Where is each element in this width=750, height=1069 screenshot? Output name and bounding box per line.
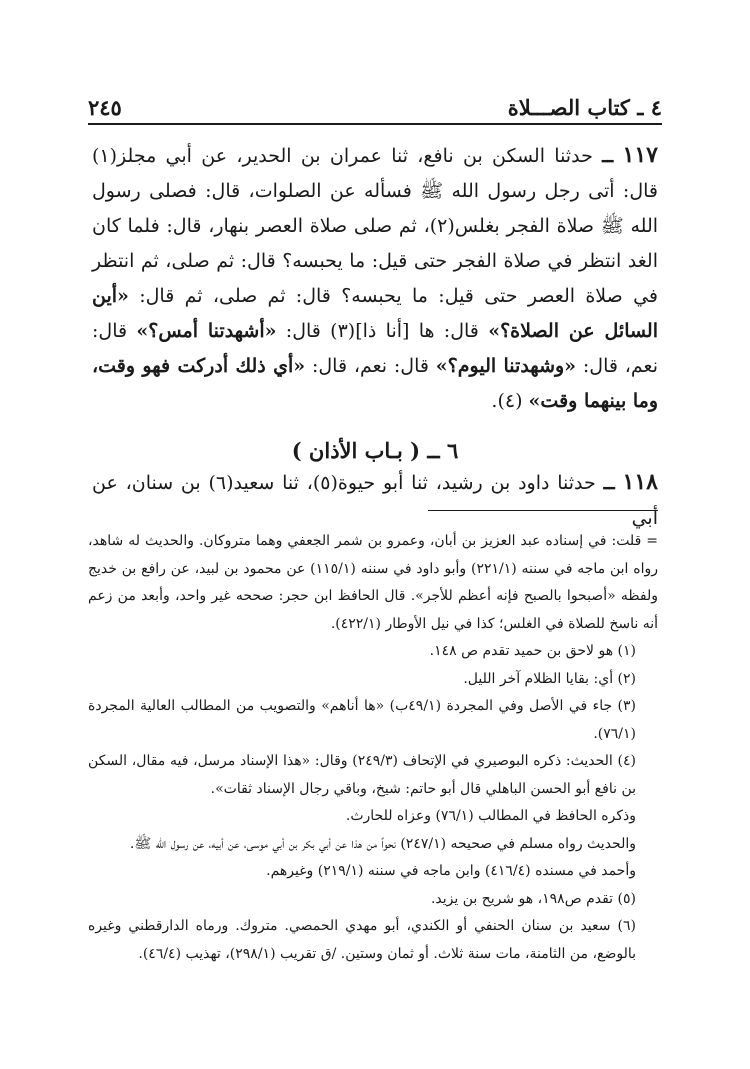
hadith-quote: «أشهدتنا أمس؟» [136, 320, 277, 342]
hadith-number: ١١٨ [622, 469, 658, 495]
hadith-text: حدثنا داود بن رشيد، ثنا أبو حيوة(٥)، ثنا سعيد(٦) بن سنان، عن أبي [92, 472, 658, 529]
footnote-4-cont: وأحمد في مسنده (٤١٦/٤) وابن ماجه في سننه (٢١٩/١) وغيرهم. [266, 863, 636, 879]
hadith-number: ١١٧ [622, 142, 658, 168]
running-title: ٤ ـ كتاب الصـــلاة [507, 95, 662, 120]
footnote-6: (٦) سعيد بن سنان الحنفي أو الكندي، أبو مهدي الحمصي. متروك. ورماه الدارقطني وغيره بالوضع، من الثامنة، مات سنة ثلاث. أو ثمان وستين. /ق تقريب (٢٩٨/١)، تهذيب (٤٦/٤). [88, 918, 636, 962]
footnote-5: (٥) تقدم ص١٩٨، هو شريح بن يزيد. [430, 890, 636, 907]
footnote-4: (٤) الحديث: ذكره البوصيري في الإتحاف (٢٤٩/٣) وقال: «هذا الإسناد مرسل، فيه مقال، السكن بن نافع أبو الحسن الباهلي قال أبو حاتم: شيخ، وباقي رجال الإسناد ثقات». [88, 753, 636, 797]
hadith-quote: «أي ذلك أدركت فهو وقت، وما بينهما وقت» [92, 355, 658, 412]
hadith-118 [92, 465, 658, 536]
hadith-text: حدثنا السكن بن نافع، ثنا عمران بن الحدير، عن أبي مجلز(١) قال: أتى رجل رسول الله ﷺ فسأله عن الصلوات، قال: فصلى رسول الله ﷺ صلاة الفجر بغلس(٢)، ثم صلى صلاة العصر بنهار، قال: فلما كان الغد انتظر في صلاة الفجر حتى قيل: ما يحبسه؟ قال: ثم صلى، ثم انتظر في صلاة العصر حتى قيل: ما يحبسه؟ قال: ثم صلى، ثم قال: [92, 145, 659, 307]
hadith-117 [92, 138, 658, 419]
footnote-4-cont: وذكره الحافظ في المطالب (٧٦/١) وعزاه للحارث. [345, 808, 636, 824]
footnote-rule [428, 510, 658, 511]
footnote-3: (٣) جاء في الأصل وفي المجردة (٤٩/١ب) «ها أناهم» والتصويب من المطالب العالية المجردة (٧٦/١). [88, 698, 637, 742]
hadith-quote: «وشهدتنا اليوم؟» [435, 355, 577, 377]
footnote-4-cont: والحديث رواه مسلم في صحيحه (٢٤٧/١) نحواً من هذا عن أبي بكر بن أبي موسى، عن أبيه، عن رسول الله ﷺ. [129, 835, 636, 852]
hadith-text: قال: نعم، قال: [92, 320, 658, 377]
hadith-dash: ــ [603, 472, 615, 494]
footnote-2: (٢) أي: بقايا الظلام آخر الليل. [463, 670, 636, 687]
page-number: ٢٤٥ [88, 95, 122, 120]
header-rule [88, 123, 662, 125]
hadith-text: قال: ها [أنا ذا](٣) قال: [285, 320, 479, 342]
footnote-continuation: = قلت: في إسناده عبد العزيز بن أبان، وعمرو بن شمر الجعفي وهما متروكان. والحديث له شاهد، رواه ابن ماجه في سننه (٢٢١/١) وأبو داود في سننه (١١٥/١) عن محمود بن لبيد، عن رافع بن خديج ولفظه «أصبحوا بالصبح فإنه أعظم للأجر». قال الحافظ ابن حجر: صححه غير واحد، وأبعد من زعم أنه ناسخ للصلاة في الغلس؛ كذا في نيل الأوطار (٤٢٢/١). [88, 533, 658, 632]
footnotes [88, 528, 658, 968]
hadith-dash: ــ [602, 145, 614, 167]
page-header [88, 86, 662, 120]
hadith-text: (٤). [491, 390, 523, 412]
hadith-quote: «أين السائل عن الصلاة؟» [92, 285, 658, 342]
section-title: ٦ ــ ( بـاب الأذان ) [291, 438, 459, 463]
hadith-text: قال: نعم، قال: [311, 355, 429, 377]
footnote-1: (١) هو لاحق بن حميد تقدم ص ١٤٨. [429, 643, 636, 659]
